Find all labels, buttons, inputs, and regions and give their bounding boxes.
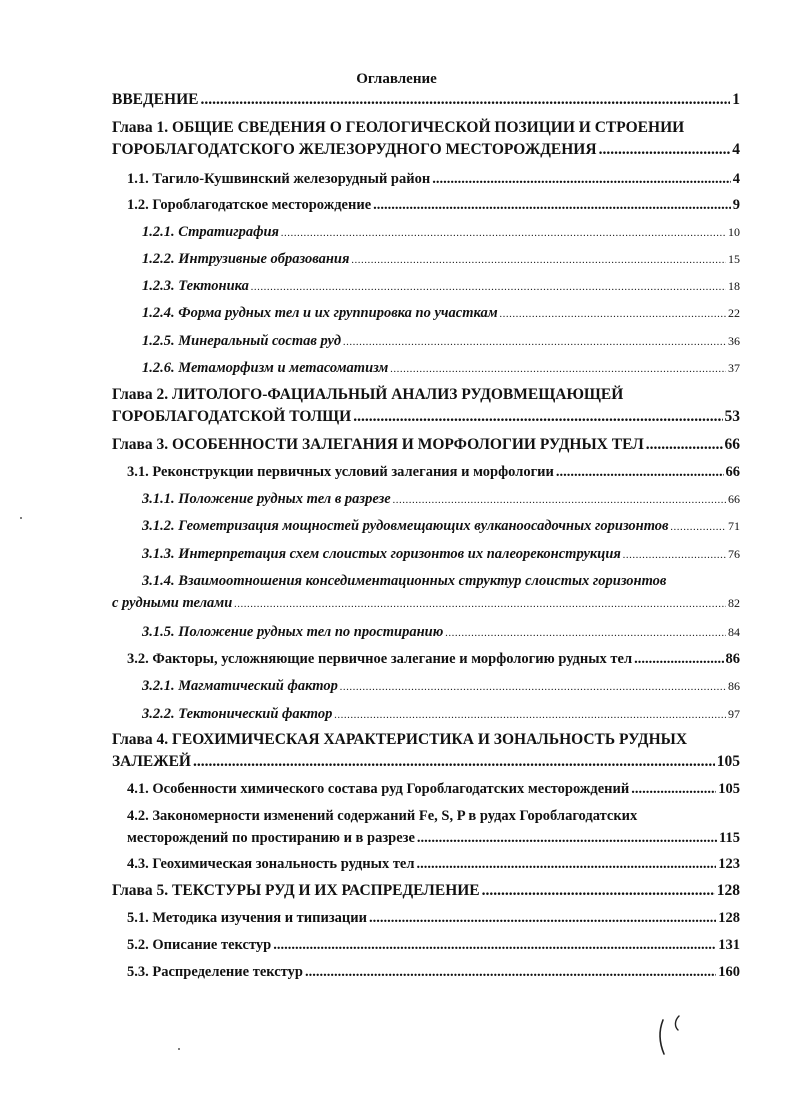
toc-page-number: 86 — [728, 679, 740, 693]
dot-leader — [445, 622, 726, 644]
toc-entry-label-line2: месторождений по простиранию и в разрезе — [127, 830, 415, 846]
scan-speck — [178, 1048, 180, 1050]
dot-leader — [305, 961, 716, 983]
toc-entry-subsection-1-2-4[interactable] — [0, 302, 793, 325]
toc-page-number: 66 — [728, 492, 740, 506]
handwritten-mark-icon — [655, 1012, 695, 1058]
dot-leader — [623, 544, 726, 566]
toc-entry-section-4-1[interactable] — [0, 778, 793, 800]
scan-speck — [20, 517, 22, 519]
toc-entry-section-3-2[interactable] — [0, 648, 793, 670]
toc-entry-subsection-1-2-2[interactable] — [0, 248, 793, 271]
toc-page-number: 4 — [732, 171, 740, 187]
toc-entry-subsection-3-1-3[interactable] — [0, 543, 793, 566]
toc-entry-label: 1.2.6. Метаморфизм и метасоматизм — [142, 360, 389, 376]
toc-entry-label: 3.2.1. Магматический фактор — [142, 678, 338, 694]
toc-entry-label-line1: Глава 2. ЛИТОЛОГО-ФАЦИАЛЬНЫЙ АНАЛИЗ РУДОВМЕЩАЮЩЕЙ — [112, 386, 624, 403]
toc-page-number: 97 — [728, 707, 740, 721]
toc-page-number: 131 — [718, 937, 740, 953]
toc-page-number: 86 — [725, 651, 740, 667]
toc-entry-section-4-2[interactable] — [0, 805, 793, 849]
toc-entry-section-1-2[interactable] — [0, 194, 793, 216]
dot-leader — [200, 89, 730, 111]
toc-entry-label: 3.2. Факторы, усложняющие первичное залегание и морфологию рудных тел — [127, 651, 633, 667]
dot-leader — [351, 249, 726, 271]
toc-entry-label: Глава 3. ОСОБЕННОСТИ ЗАЛЕГАНИЯ И МОРФОЛОГИИ РУДНЫХ ТЕЛ — [112, 436, 644, 453]
toc-entry-label-line1: 3.1.4. Взаимоотношения конседиментационных структур слоистых горизонтов — [142, 573, 667, 589]
toc-page-number: 84 — [728, 625, 740, 639]
toc-entry-section-5-1[interactable] — [0, 907, 793, 929]
toc-page-number: 71 — [728, 519, 740, 533]
dot-leader — [193, 751, 715, 773]
toc-entry-section-5-3[interactable] — [0, 961, 793, 983]
toc-page-number: 160 — [718, 964, 740, 980]
toc-entry-subsection-3-2-1[interactable] — [0, 675, 793, 698]
page-title: Оглавление — [356, 71, 437, 87]
toc-entry-subsection-1-2-6[interactable] — [0, 357, 793, 380]
toc-page-number: 53 — [724, 408, 740, 425]
toc-entry-subsection-3-2-2[interactable] — [0, 703, 793, 726]
toc-entry-chapter-4[interactable] — [0, 729, 793, 773]
toc-entry-label: 5.3. Распределение текстур — [127, 964, 303, 980]
dot-leader — [417, 853, 717, 875]
dot-leader — [393, 489, 726, 511]
toc-entry-label: 3.1. Реконструкции первичных условий залегания и морфологии — [127, 464, 554, 480]
toc-entry-subsection-1-2-3[interactable] — [0, 275, 793, 298]
toc-entry-subsection-3-1-5[interactable] — [0, 621, 793, 644]
dot-leader — [353, 406, 722, 428]
dot-leader — [281, 222, 726, 244]
toc-entry-label: Глава 5. ТЕКСТУРЫ РУД И ИХ РАСПРЕДЕЛЕНИЕ — [112, 882, 480, 899]
toc-entry-label: 1.2.1. Стратиграфия — [142, 224, 280, 240]
toc-entry-label-line1: 4.2. Закономерности изменений содержаний Fe, S, P в рудах Гороблагодатских — [127, 808, 638, 824]
toc-page-number: 82 — [728, 596, 740, 610]
toc-entry-label: ВВЕДЕНИЕ — [112, 91, 199, 108]
toc-page-number: 15 — [728, 252, 740, 266]
dot-leader — [251, 276, 726, 298]
dot-leader — [432, 168, 731, 190]
dot-leader — [343, 331, 726, 353]
toc-entry-subsection-3-1-2[interactable] — [0, 515, 793, 538]
toc-entry-label: 1.2. Гороблагодатское месторождение — [127, 197, 372, 213]
toc-entry-subsection-3-1-1[interactable] — [0, 488, 793, 511]
toc-entry-label: 1.2.3. Тектоника — [142, 278, 249, 294]
dot-leader — [599, 139, 731, 161]
toc-page-number: 76 — [728, 547, 740, 561]
toc-page-number: 18 — [728, 279, 740, 293]
toc-page-number: 128 — [718, 910, 740, 926]
dot-leader — [273, 934, 716, 956]
toc-entry-label: 4.3. Геохимическая зональность рудных тел — [127, 856, 415, 872]
toc-entry-label-line1: Глава 4. ГЕОХИМИЧЕСКАЯ ХАРАКТЕРИСТИКА И ЗОНАЛЬНОСТЬ РУДНЫХ — [112, 731, 688, 748]
dot-leader — [369, 907, 716, 929]
dot-leader — [671, 516, 726, 538]
toc-entry-introduction[interactable] — [0, 89, 793, 111]
toc-page-number: 4 — [732, 141, 740, 158]
dot-leader — [340, 676, 726, 698]
toc-entry-chapter-1[interactable] — [0, 117, 793, 161]
dot-leader — [482, 880, 715, 902]
toc-entry-label: 1.2.2. Интрузивные образования — [142, 251, 350, 267]
toc-entry-label: 5.2. Описание текстур — [127, 937, 272, 953]
toc-entry-section-3-1[interactable] — [0, 461, 793, 483]
toc-entry-label: 1.2.4. Форма рудных тел и их группировка по участкам — [142, 305, 498, 321]
toc-entry-label: 3.1.5. Положение рудных тел по простиранию — [142, 624, 444, 640]
toc-entry-section-4-3[interactable] — [0, 853, 793, 875]
toc-entry-chapter-2[interactable] — [0, 384, 793, 428]
dot-leader — [646, 434, 723, 456]
toc-entry-label: 4.1. Особенности химического состава руд Гороблагодатских месторождений — [127, 781, 630, 797]
toc-page-number: 9 — [732, 197, 740, 213]
toc-entry-label: 1.2.5. Минеральный состав руд — [142, 333, 342, 349]
dot-leader — [417, 827, 717, 849]
dot-leader — [390, 358, 726, 380]
toc-page-number: 66 — [725, 464, 740, 480]
toc-entry-label-line2: с рудными телами — [112, 595, 233, 611]
toc-entry-label: 3.2.2. Тектонический фактор — [142, 706, 333, 722]
toc-page-number: 36 — [728, 334, 740, 348]
dot-leader — [373, 194, 731, 216]
toc-entry-subsection-3-1-4[interactable] — [0, 570, 793, 615]
toc-entry-section-1-1[interactable] — [0, 168, 793, 190]
toc-entry-label-line1: Глава 1. ОБЩИЕ СВЕДЕНИЯ О ГЕОЛОГИЧЕСКОЙ ПОЗИЦИИ И СТРОЕНИИ — [112, 119, 685, 136]
toc-entry-label-line2: ГОРОБЛАГОДАТСКОГО ЖЕЛЕЗОРУДНОГО МЕСТОРОЖДЕНИЯ — [112, 141, 597, 158]
toc-entry-label: 3.1.3. Интерпретация схем слоистых горизонтов их палеореконструкция — [142, 546, 621, 562]
toc-entry-section-5-2[interactable] — [0, 934, 793, 956]
toc-entry-chapter-5[interactable] — [0, 880, 793, 902]
toc-page-number: 115 — [719, 830, 740, 846]
toc-entry-label-line2: ЗАЛЕЖЕЙ — [112, 753, 191, 770]
toc-page-number: 128 — [716, 882, 740, 899]
dot-leader — [500, 303, 726, 325]
dot-leader — [634, 648, 723, 670]
toc-entry-label: 5.1. Методика изучения и типизации — [127, 910, 367, 926]
toc-page-number: 123 — [718, 856, 740, 872]
toc-entry-subsection-1-2-1[interactable] — [0, 221, 793, 244]
toc-entry-subsection-1-2-5[interactable] — [0, 330, 793, 353]
toc-page-number: 10 — [728, 225, 740, 239]
toc-page-number: 37 — [728, 361, 740, 375]
toc-page-number: 105 — [716, 753, 740, 770]
toc-page-number: 1 — [732, 91, 740, 108]
toc-entry-chapter-3[interactable] — [0, 434, 793, 456]
dot-leader — [631, 778, 716, 800]
toc-entry-label: 1.1. Тагило-Кушвинский железорудный район — [127, 171, 431, 187]
toc-page-number: 66 — [724, 436, 740, 453]
toc-page-number: 105 — [718, 781, 740, 797]
toc-entry-label-line2: ГОРОБЛАГОДАТСКОЙ ТОЛЩИ — [112, 408, 352, 425]
toc-page-number: 22 — [728, 306, 740, 320]
dot-leader — [334, 704, 726, 726]
toc-entry-label: 3.1.1. Положение рудных тел в разрезе — [142, 491, 391, 507]
toc-entry-label: 3.1.2. Геометризация мощностей рудовмещающих вулканоосадочных горизонтов — [142, 518, 669, 534]
dot-leader — [234, 593, 726, 615]
dot-leader — [556, 461, 724, 483]
